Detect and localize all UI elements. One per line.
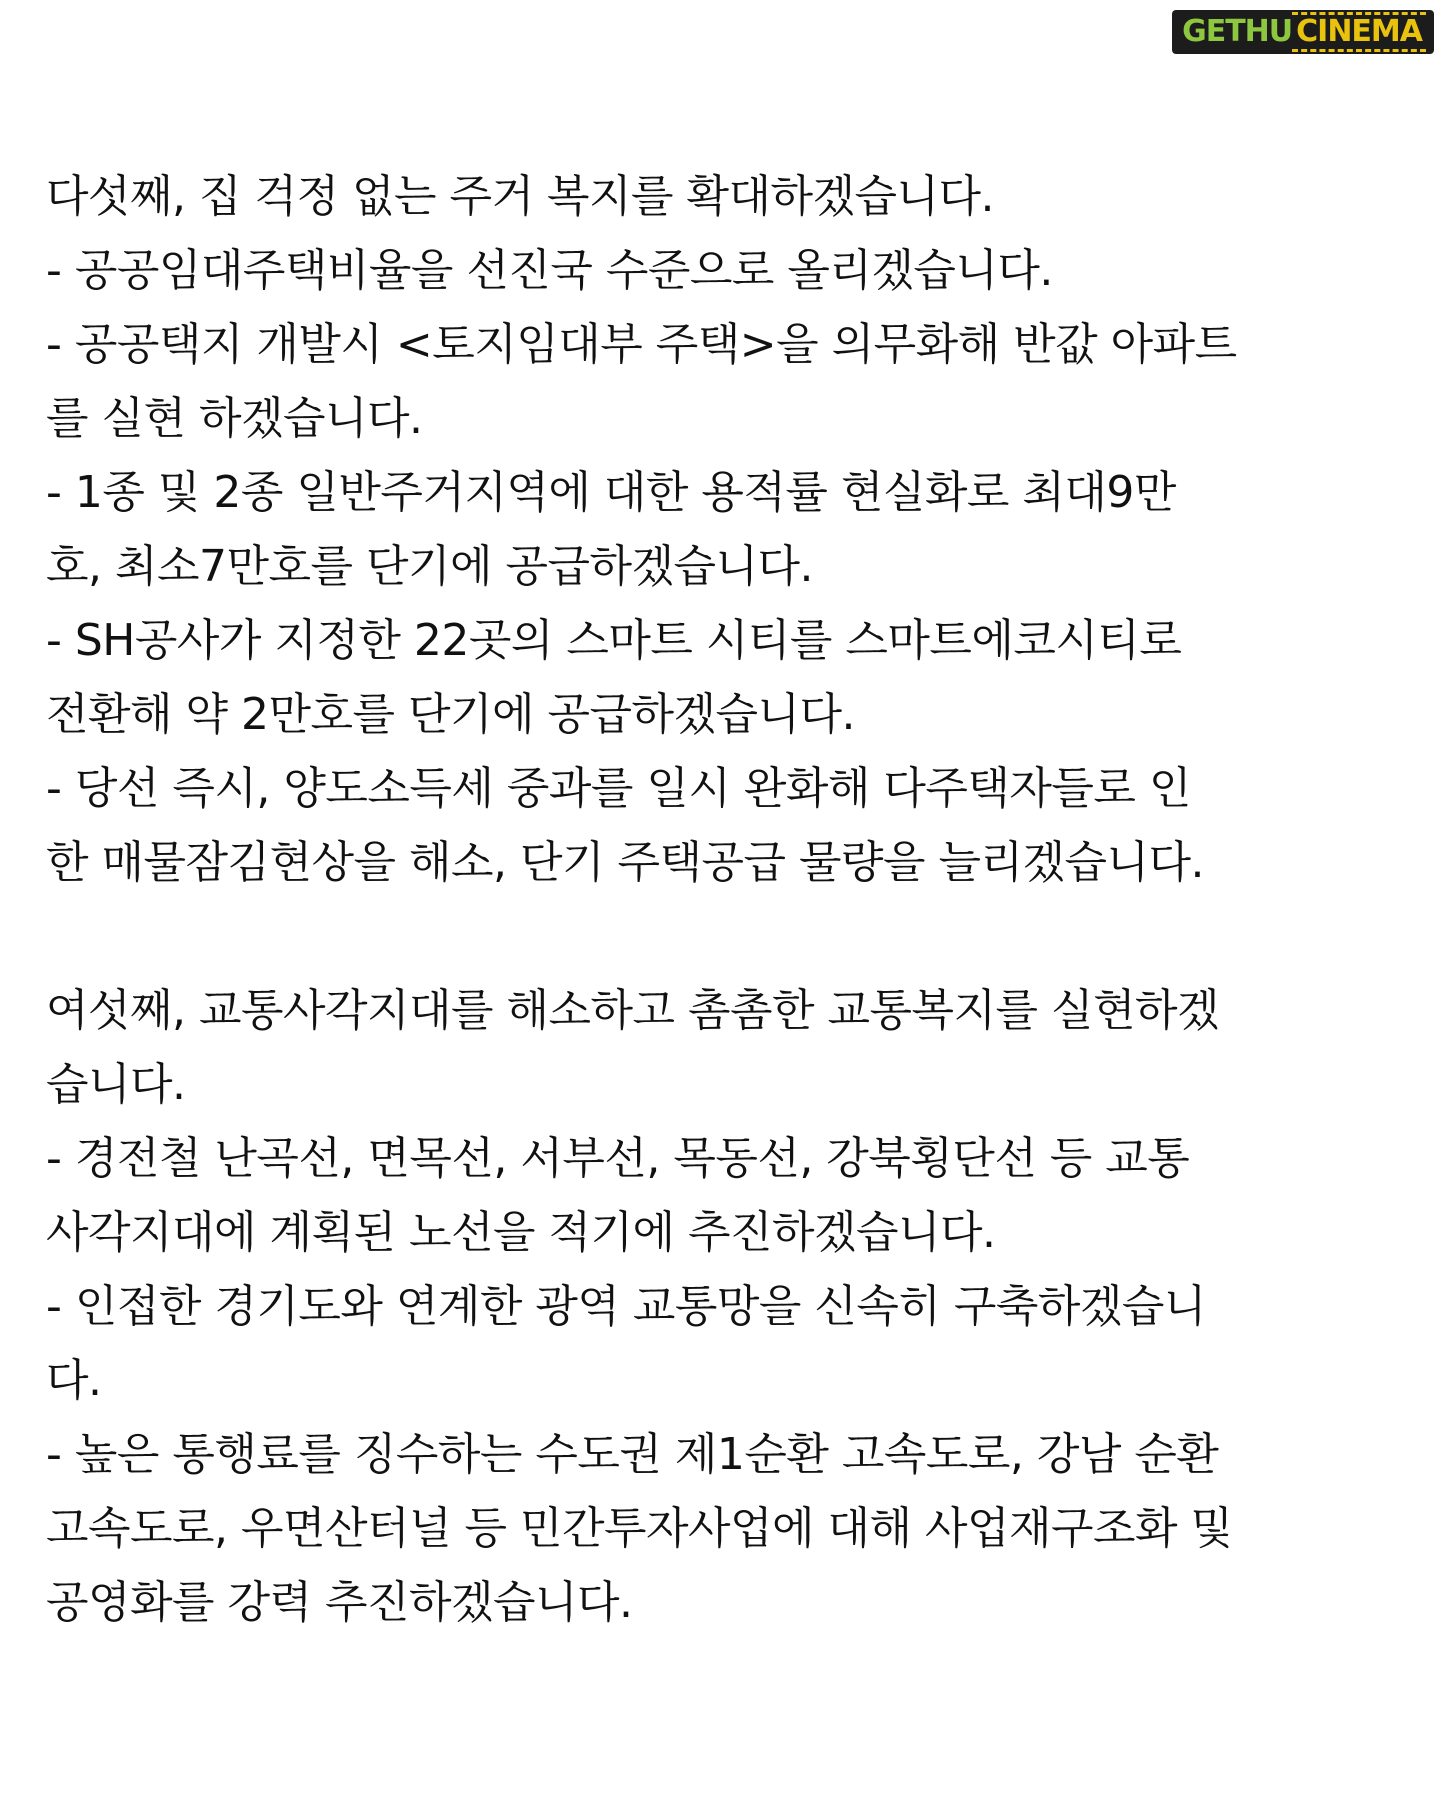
text-line: - 인접한 경기도와 연계한 광역 교통망을 신속히 구축하겠습니 xyxy=(46,1281,1206,1332)
text-line: - 당선 즉시, 양도소득세 중과를 일시 완화해 다주택자들로 인 xyxy=(46,763,1191,814)
text-line: 사각지대에 계획된 노선을 적기에 추진하겠습니다. xyxy=(46,1207,996,1258)
text-line: 호, 최소7만호를 단기에 공급하겠습니다. xyxy=(46,541,813,592)
watermark-text-cinema: CINEMA xyxy=(1292,12,1426,52)
text-line: 전환해 약 2만호를 단기에 공급하겠습니다. xyxy=(46,689,855,740)
paragraph-transport xyxy=(46,974,1416,1640)
text-line: - 1종 및 2종 일반주거지역에 대한 용적률 현실화로 최대9만 xyxy=(46,467,1176,518)
text-line: - 경전철 난곡선, 면목선, 서부선, 목동선, 강북횡단선 등 교통 xyxy=(46,1133,1190,1184)
text-line: 여섯째, 교통사각지대를 해소하고 촘촘한 교통복지를 실현하겠 xyxy=(46,985,1220,1036)
text-line: 공영화를 강력 추진하겠습니다. xyxy=(46,1577,633,1628)
text-line: 다. xyxy=(46,1355,102,1406)
text-line: - 공공임대주택비율을 선진국 수준으로 올리겠습니다. xyxy=(46,245,1053,296)
text-line: - SH공사가 지정한 22곳의 스마트 시티를 스마트에코시티로 xyxy=(46,615,1182,666)
document-body xyxy=(46,160,1416,1714)
text-line: 습니다. xyxy=(46,1059,186,1110)
text-line: 다섯째, 집 걱정 없는 주거 복지를 확대하겠습니다. xyxy=(46,171,994,222)
text-line: 한 매물잠김현상을 해소, 단기 주택공급 물량을 늘리겠습니다. xyxy=(46,837,1204,888)
watermark-logo xyxy=(1172,10,1434,54)
text-line: - 공공택지 개발시 <토지임대부 주택>을 의무화해 반값 아파트 xyxy=(46,319,1237,370)
paragraph-housing xyxy=(46,160,1416,900)
text-line: - 높은 통행료를 징수하는 수도권 제1순환 고속도로, 강남 순환 xyxy=(46,1429,1219,1480)
text-line: 고속도로, 우면산터널 등 민간투자사업에 대해 사업재구조화 및 xyxy=(46,1503,1233,1554)
text-line: 를 실현 하겠습니다. xyxy=(46,393,423,444)
watermark-text-gethu: GETHU xyxy=(1182,14,1293,49)
